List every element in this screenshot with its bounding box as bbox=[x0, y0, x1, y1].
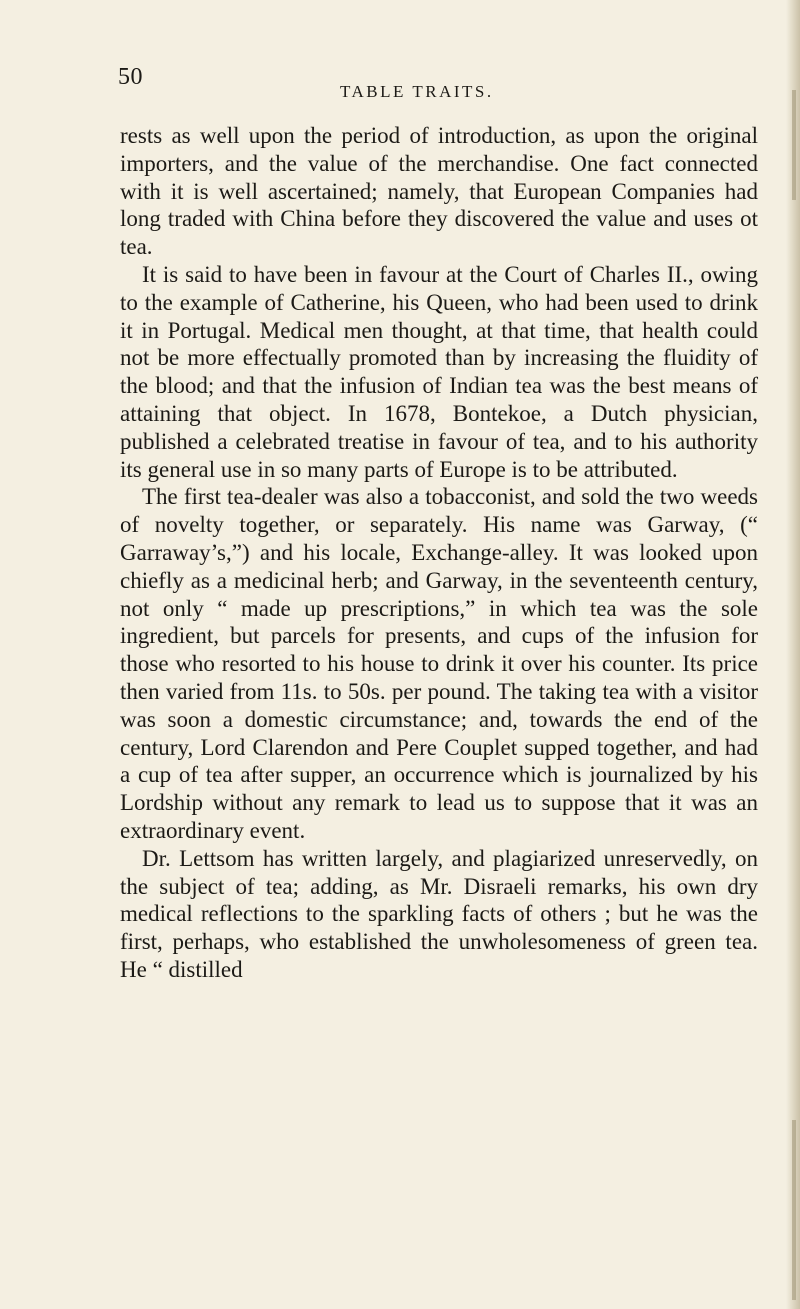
body-text bbox=[120, 122, 758, 984]
page-header bbox=[118, 64, 756, 104]
paragraph: It is said to have been in favour at the Court of Charles II., owing to the example of Catherine, his Queen, who had been used to drink it in Portugal. Medical men thought, at that time, that health could not be more effectually promoted than by increasing the fluidity of the blood; and that the infusion of Indian tea was the best means of attaining that object. In 1678, Bontekoe, a Dutch physician, published a celebrated treatise in favour of tea, and to his authority its general use in so many parts of Europe is to be attributed. bbox=[120, 261, 758, 482]
page-edge-mark bbox=[792, 90, 796, 200]
paragraph: The first tea-dealer was also a tobacconist, and sold the two weeds of novelty together, or separately. His name was Garway, (“ Garraway’s,”) and his locale, Exchange-alley. It was looked upon chiefly as a medicinal herb; and Garway, in the seventeenth century, not only “ made up prescriptions,” in which tea was the sole ingredient, but parcels for presents, and cups of the infusion for those who resorted to his house to drink it over his counter. Its price then varied from 11s. to 50s. per pound. The taking tea with a visitor was soon a domestic circumstance; and, towards the end of the century, Lord Clarendon and Pere Couplet supped together, and had a cup of tea after supper, an occurrence which is journalized by his Lordship without any remark to lead us to suppose that it was an extraordinary event. bbox=[120, 484, 758, 843]
paragraph: rests as well upon the period of introduction, as upon the original importers, and the value of the merchandise. One fact connected with it is well ascertained; namely, that European Companies had long traded with China before they discovered the value and uses ot tea. bbox=[120, 123, 758, 260]
running-title: TABLE TRAITS. bbox=[340, 82, 494, 101]
page-number: 50 bbox=[118, 64, 143, 90]
page-edge-mark bbox=[792, 1120, 796, 1300]
paragraph: Dr. Lettsom has written largely, and plagiarized unreservedly, on the subject of tea; adding, as Mr. Disraeli remarks, his own dry medical reflections to the sparkling facts of others ; but he was the first, perhaps, who established the unwholesomeness of green tea. He “ distilled bbox=[120, 845, 758, 982]
